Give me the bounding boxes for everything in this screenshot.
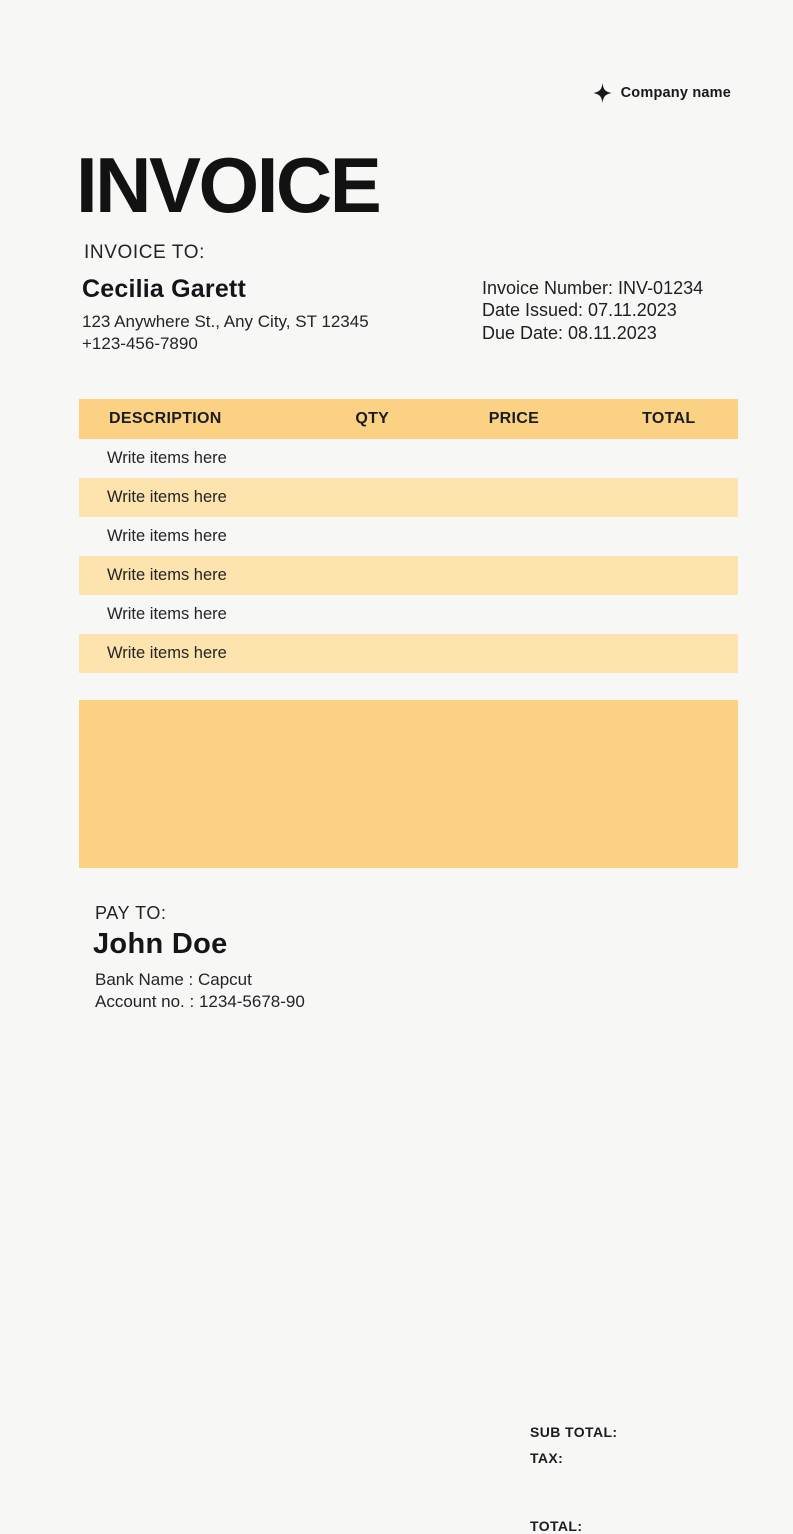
- column-header-price: PRICE: [488, 410, 540, 427]
- item-description-cell[interactable]: Write items here: [107, 449, 227, 467]
- invoice-number: Invoice Number: INV-01234: [482, 278, 704, 298]
- item-description-cell[interactable]: Write items here: [107, 488, 227, 506]
- bank-name: Bank Name : Capcut: [95, 970, 252, 989]
- four-point-star-icon: [592, 82, 613, 104]
- account-number: Account no. : 1234-5678-90: [95, 991, 305, 1011]
- date-issued: Date Issued: 07.11.2023: [482, 300, 677, 321]
- invoice-to-label: INVOICE TO:: [84, 242, 205, 263]
- company-name: Company name: [620, 85, 731, 101]
- tax-label: TAX:: [530, 1450, 564, 1466]
- total-label: TOTAL:: [530, 1518, 583, 1534]
- page-title: INVOICE: [76, 141, 380, 229]
- item-description-cell[interactable]: Write items here: [107, 644, 227, 662]
- payee-bank-details: [95, 969, 305, 1012]
- pay-to-label: PAY TO:: [95, 903, 167, 923]
- table-row[interactable]: [79, 478, 738, 517]
- items-table: [79, 399, 738, 673]
- client-contact: [82, 311, 369, 354]
- table-row[interactable]: [79, 595, 738, 634]
- payee-name: John Doe: [93, 928, 228, 960]
- column-header-qty: QTY: [355, 410, 390, 427]
- column-header-total: TOTAL: [642, 410, 696, 427]
- client-phone: +123-456-7890: [82, 333, 198, 353]
- item-description-cell[interactable]: Write items here: [107, 605, 227, 623]
- table-header-row: [79, 399, 738, 439]
- client-address: 123 Anywhere St., Any City, ST 12345: [82, 312, 369, 331]
- company-header: [592, 82, 731, 104]
- table-row[interactable]: [79, 556, 738, 595]
- due-date: Due Date: 08.11.2023: [482, 322, 657, 343]
- table-row[interactable]: [79, 517, 738, 556]
- item-description-cell[interactable]: Write items here: [107, 566, 227, 584]
- client-name: Cecilia Garett: [82, 275, 246, 303]
- table-row[interactable]: [79, 439, 738, 478]
- table-row[interactable]: [79, 634, 738, 673]
- sub-total-label: SUB TOTAL:: [530, 1424, 618, 1440]
- invoice-meta: [482, 277, 703, 344]
- item-description-cell[interactable]: Write items here: [107, 527, 227, 545]
- column-header-description: DESCRIPTION: [109, 410, 222, 427]
